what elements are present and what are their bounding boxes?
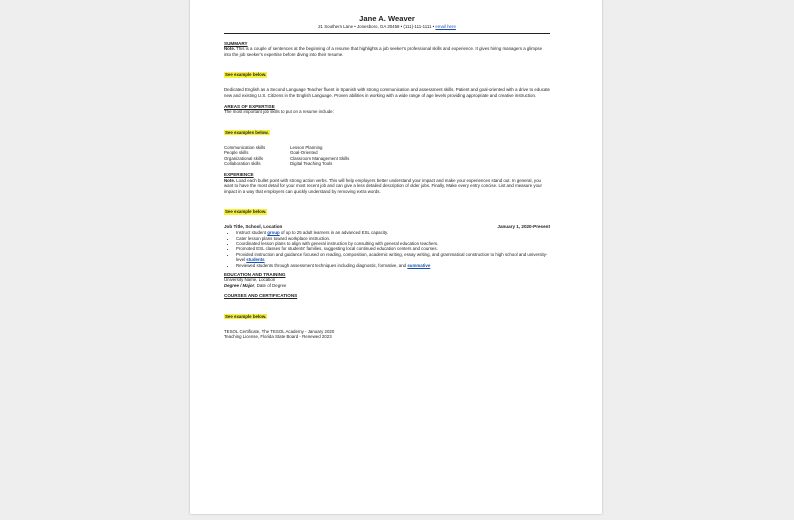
email-link[interactable]: email here: [435, 24, 456, 29]
experience-highlight: See example below.: [225, 209, 267, 215]
skills-grid: [224, 145, 550, 167]
summary-note-text: This is a couple of sentences at the beginning of a resume that highlights a job seeker's professional skills and experience. It gives hiring managers a glimpse into the job seeker's expertise before diving into their resume.: [224, 46, 543, 57]
list-item: • Provided instruction and guidance focused on reading, composition, academic writing, essay writing, and grammatical construction to high school and university-level students: [236, 252, 550, 263]
job-bullets: [224, 230, 550, 268]
experience-note-text: Load each bullet point with strong action verbs. This will help employers better understand your impact and make your experiences stand out. In general, you want to have the most detail for your most recent job and can give a less detailed description of older jobs. Finally, Make every entry concise. List and measure your impact in a way that employers can quickly understand by removing extra words.: [224, 177, 542, 194]
skill-item: Collaboration skills: [224, 161, 261, 167]
experience-note: [224, 178, 550, 194]
suggestion-link[interactable]: students: [246, 257, 265, 263]
list-item: • Instruct student group of up to 25 adult learners in an advanced ESL capacity.: [236, 230, 550, 235]
degree-major: Degree / Major: [224, 282, 255, 288]
experience-note-label: Note.: [224, 177, 235, 183]
courses-heading: COURSES AND CERTIFICATIONS: [224, 293, 298, 299]
education-heading: EDUCATION AND TRAINING: [224, 271, 286, 277]
expertise-heading: AREAS OF EXPERTISE: [224, 104, 275, 110]
expertise-highlight: See examples below.: [225, 129, 269, 135]
list-item: • Coordinated lesson plans to align with general instruction by consulting with general education teachers.: [236, 241, 550, 246]
course-item: TESOL Certificate, The TESOL Academy - January 2020: [224, 328, 335, 334]
job-title: Job Title, School, Location: [224, 224, 283, 230]
list-item: • Promoted ESL classes for students' families, suggesting local continued education centers and courses.: [236, 246, 550, 251]
skill-item: People skills: [224, 150, 249, 156]
skill-item: Lesson Planning: [290, 144, 323, 150]
education-degree: [224, 283, 550, 288]
experience-heading: EXPERIENCE: [224, 172, 254, 178]
suggestion-link[interactable]: group: [267, 230, 280, 236]
summary-note: [224, 46, 550, 57]
resume-content: [224, 14, 550, 339]
resume-name: Jane A. Weaver: [359, 14, 415, 23]
contact-line: [224, 24, 550, 30]
skill-item: Digital Teaching Tools: [290, 161, 333, 167]
list-item: • Reviewed students through assessment techniques including diagnostic, formative, and summative: [236, 263, 550, 268]
suggestion-link[interactable]: summative: [407, 262, 431, 268]
contact-text: 21 Southern Lane • Jonesboro, GA 30458 • (111)-111-1111 •: [318, 24, 436, 29]
summary-highlight: See example below.: [225, 72, 267, 78]
resume-page: [190, 0, 602, 514]
job-dates: January 1, 2020-Present: [497, 224, 550, 230]
skill-item: Classroom Management Skills: [290, 155, 350, 161]
summary-example: Dedicated English as a Second Language Teacher fluent in Spanish with strong communication and assessment skills. Patient and goal-oriented with a drive to educate new and existing U.S. Citizens in the English Language. Proven abilities in working with a wide range of age levels providing appropriate and creative instruction.: [224, 87, 550, 98]
skill-item: Organizational skills: [224, 155, 264, 161]
list-item: • Cater lesson plans toward workplace instruction.: [236, 236, 550, 241]
degree-date: , Date of Degree: [254, 282, 287, 288]
expertise-intro: The most important job skills to put on a resume include:: [224, 109, 334, 115]
summary-note-label: Note.: [224, 46, 235, 52]
header-divider: [224, 33, 550, 34]
education-school: University Name, Location: [224, 277, 276, 283]
courses-highlight: See example below.: [225, 313, 267, 319]
skill-item: Communication skills: [224, 144, 266, 150]
skill-item: Goal-Oriented: [290, 150, 318, 156]
summary-heading: SUMMARY: [224, 41, 248, 46]
course-item: Teaching License, Florida State Board - Renewed 2023: [224, 333, 332, 339]
